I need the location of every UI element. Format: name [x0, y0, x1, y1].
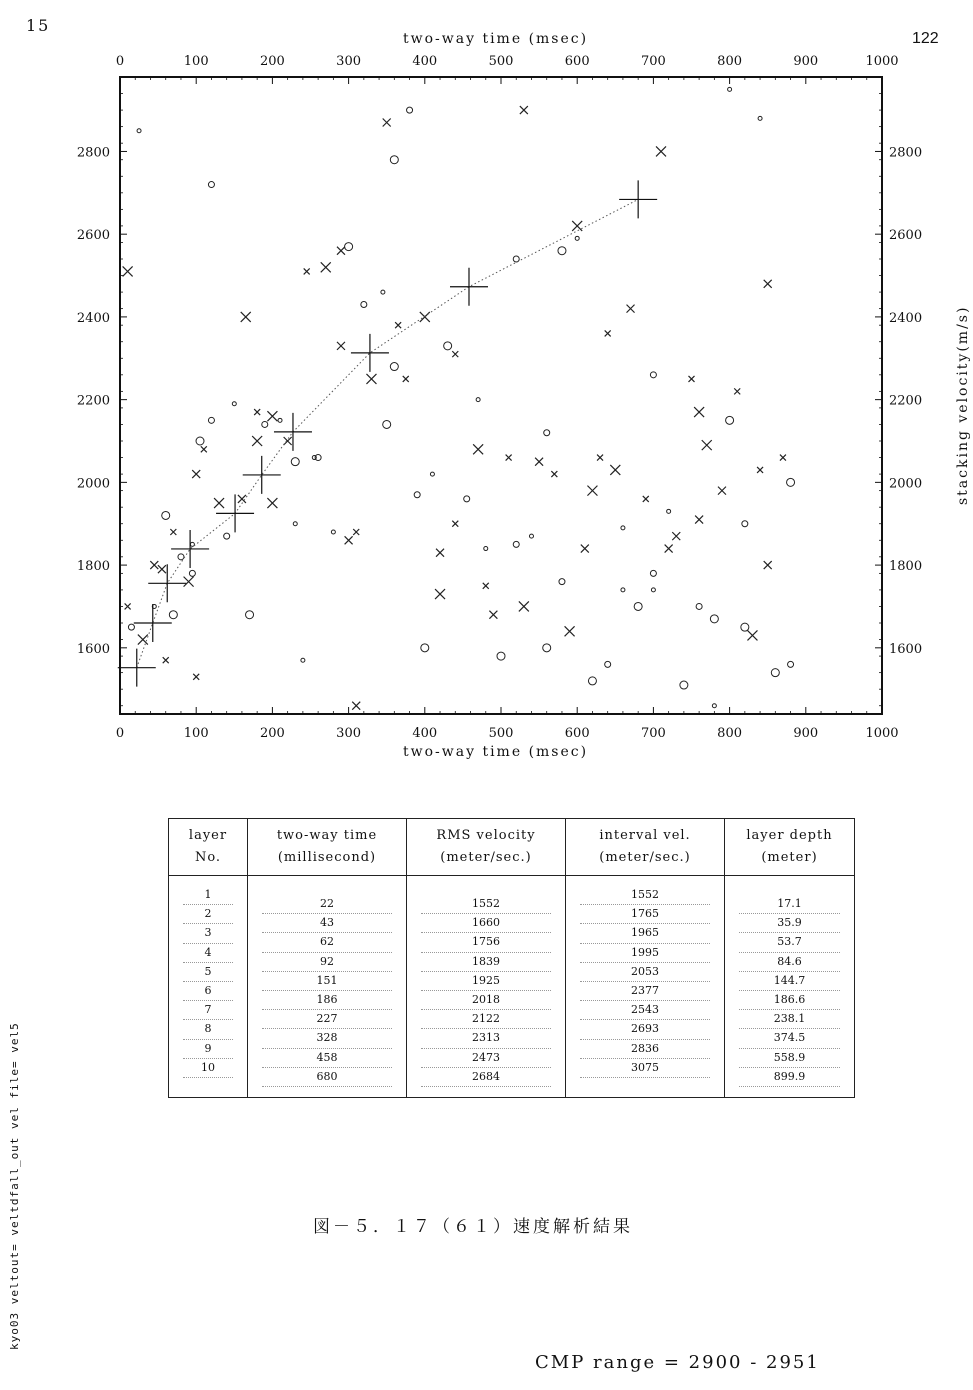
semblance-point-x: [193, 674, 199, 680]
velocity-pick-marker: [243, 456, 281, 494]
semblance-point-x: [506, 455, 512, 461]
semblance-point-x: [452, 351, 458, 357]
semblance-point-x: [483, 583, 489, 589]
table-cell-rms: 2313: [421, 1029, 551, 1048]
table-cell-time: 43: [262, 914, 392, 933]
table-cell-depth: 17.1: [739, 895, 840, 914]
semblance-point-o: [728, 87, 732, 91]
semblance-point-x: [192, 470, 200, 478]
semblance-point-o: [476, 398, 480, 402]
y-tick-label: 2400: [889, 310, 923, 326]
semblance-point-x: [764, 280, 772, 288]
semblance-point-o: [137, 129, 141, 133]
semblance-point-x: [535, 458, 543, 466]
page-number-right: 122: [912, 30, 939, 47]
semblance-point-o: [208, 417, 214, 423]
x-tick-label: 200: [259, 726, 285, 741]
y-tick-label: 1800: [76, 559, 110, 575]
semblance-point-x: [435, 589, 445, 599]
semblance-point-x: [366, 374, 376, 384]
semblance-point-o: [312, 456, 316, 460]
semblance-point-o: [667, 509, 671, 513]
semblance-point-o: [621, 588, 625, 592]
semblance-point-x: [337, 247, 345, 255]
semblance-point-o: [169, 611, 177, 619]
semblance-point-x: [138, 635, 148, 645]
velocity-results-table: [168, 818, 855, 1098]
semblance-point-o: [301, 658, 305, 662]
semblance-point-o: [605, 661, 611, 667]
y-tick-label: 1600: [76, 641, 110, 657]
column-layer-depth: [725, 886, 854, 1087]
y-tick-label: 1800: [889, 559, 923, 575]
semblance-point-o: [190, 542, 194, 546]
semblance-point-o: [497, 652, 505, 660]
x-tick-label: 0: [115, 726, 125, 741]
semblance-point-x: [551, 471, 557, 477]
semblance-point-x: [345, 536, 353, 544]
table-cell-interval: 2836: [580, 1040, 710, 1059]
semblance-point-x: [780, 455, 786, 461]
semblance-point-o: [390, 363, 398, 371]
table-cell-interval: 3075: [580, 1059, 710, 1078]
semblance-point-x: [352, 702, 360, 710]
table-cell-rms: 2018: [421, 991, 551, 1010]
semblance-point-x: [702, 440, 712, 450]
semblance-point-x: [170, 529, 176, 535]
semblance-point-o: [208, 182, 214, 188]
semblance-point-o: [414, 492, 420, 498]
semblance-point-o: [742, 521, 748, 527]
semblance-point-o: [575, 236, 579, 240]
x-tick-label: 1000: [865, 726, 899, 741]
semblance-point-x: [597, 455, 603, 461]
semblance-point-o: [331, 530, 335, 534]
semblance-point-o: [696, 603, 702, 609]
table-cell-time: 62: [262, 933, 392, 952]
semblance-point-x: [734, 388, 740, 394]
table-cell-layer: 5: [183, 963, 233, 982]
x-tick-label: 400: [412, 726, 438, 741]
x-tick-label: 400: [412, 54, 438, 69]
semblance-point-x: [284, 437, 292, 445]
semblance-point-o: [634, 602, 642, 610]
semblance-point-o: [680, 681, 688, 689]
semblance-point-x: [452, 521, 458, 527]
x-tick-label: 800: [717, 54, 743, 69]
x-tick-label: 300: [336, 726, 362, 741]
semblance-point-x: [436, 549, 444, 557]
semblance-point-o: [189, 570, 195, 576]
table-cell-interval: 2543: [580, 1001, 710, 1020]
semblance-point-o: [444, 342, 452, 350]
table-cell-rms: 2122: [421, 1010, 551, 1029]
table-cell-layer: 9: [183, 1040, 233, 1059]
column-layer-no: [169, 886, 247, 1078]
semblance-point-o: [621, 526, 625, 530]
semblance-point-x: [267, 498, 277, 508]
x-tick-label: 700: [640, 54, 666, 69]
semblance-point-x: [643, 496, 649, 502]
semblance-point-x: [757, 467, 763, 473]
table-cell-layer: 6: [183, 982, 233, 1001]
x-tick-label: 800: [717, 726, 743, 741]
semblance-point-x: [353, 529, 359, 535]
table-cell-time: 186: [262, 991, 392, 1010]
semblance-point-o: [529, 534, 533, 538]
table-body-row: [169, 876, 855, 1098]
x-tick-label: 500: [488, 726, 514, 741]
x-axis-title-top: two-way time (msec): [403, 31, 589, 47]
semblance-point-o: [726, 416, 734, 424]
semblance-point-o: [771, 669, 779, 677]
table-cell-depth: 144.7: [739, 972, 840, 991]
x-tick-label: 600: [564, 726, 590, 741]
y-tick-label: 2200: [889, 393, 923, 409]
table-cell-depth: 186.6: [739, 991, 840, 1010]
table-cell-time: 458: [262, 1049, 392, 1068]
header-rms-velocity: RMS velocity (meter/sec.): [407, 819, 566, 876]
semblance-point-o: [178, 554, 184, 560]
semblance-point-x: [581, 545, 589, 553]
semblance-point-x: [519, 601, 529, 611]
semblance-point-x: [383, 119, 391, 127]
semblance-point-x: [718, 487, 726, 495]
semblance-point-x: [337, 342, 345, 350]
semblance-point-o: [421, 644, 429, 652]
semblance-point-x: [125, 603, 131, 609]
x-tick-label: 300: [336, 54, 362, 69]
table-cell-layer: 3: [183, 924, 233, 943]
semblance-point-o: [345, 243, 353, 251]
table-cell-layer: 7: [183, 1001, 233, 1020]
semblance-point-o: [741, 623, 749, 631]
semblance-point-x: [214, 498, 224, 508]
semblance-point-o: [464, 496, 470, 502]
semblance-point-o: [278, 418, 282, 422]
semblance-point-x: [252, 436, 262, 446]
semblance-point-o: [544, 430, 550, 436]
figure-caption: 図－５．１７（６１）速度解析結果: [313, 1217, 633, 1237]
semblance-point-x: [267, 411, 277, 421]
y-tick-label: 2200: [76, 393, 110, 409]
semblance-point-o: [559, 579, 565, 585]
semblance-point-o: [650, 372, 656, 378]
table-cell-depth: 899.9: [739, 1068, 840, 1087]
semblance-point-x: [572, 221, 582, 231]
table-cell-rms: 1552: [421, 895, 551, 914]
table-cell-layer: 1: [183, 886, 233, 905]
semblance-point-x: [473, 444, 483, 454]
semblance-point-o: [712, 704, 716, 708]
semblance-point-o: [128, 624, 134, 630]
y-tick-label: 2000: [76, 476, 110, 492]
table-cell-layer: 10: [183, 1059, 233, 1078]
x-tick-label: 1000: [865, 54, 899, 69]
table-cell-rms: 1925: [421, 972, 551, 991]
semblance-point-o: [513, 541, 519, 547]
semblance-point-o: [262, 421, 268, 427]
table-cell-time: 22: [262, 895, 392, 914]
semblance-point-o: [293, 522, 297, 526]
table-cell-rms: 1839: [421, 953, 551, 972]
semblance-point-x: [747, 630, 757, 640]
table-cell-rms: 1660: [421, 914, 551, 933]
semblance-point-o: [224, 533, 230, 539]
y-tick-label: 2800: [76, 145, 110, 161]
velocity-pick-marker: [450, 268, 488, 306]
table-cell-layer: 8: [183, 1020, 233, 1039]
semblance-point-x: [150, 561, 158, 569]
y-tick-label: 2400: [76, 310, 110, 326]
semblance-point-x: [627, 305, 635, 313]
semblance-point-x: [695, 516, 703, 524]
semblance-point-o: [788, 661, 794, 667]
column-two-way-time: [248, 886, 406, 1087]
cmp-range: CMP range = 2900 - 2951: [535, 1352, 820, 1373]
x-tick-label: 700: [640, 726, 666, 741]
y-tick-label: 2600: [76, 228, 110, 244]
semblance-point-o: [383, 420, 391, 428]
semblance-point-o: [710, 615, 718, 623]
semblance-point-x: [241, 312, 251, 322]
semblance-point-x: [587, 486, 597, 496]
semblance-point-o: [558, 247, 566, 255]
table-cell-depth: 238.1: [739, 1010, 840, 1029]
semblance-point-x: [764, 561, 772, 569]
x-tick-label: 200: [259, 54, 285, 69]
velocity-pick-marker: [351, 334, 389, 372]
semblance-point-o: [381, 290, 385, 294]
semblance-point-o: [651, 588, 655, 592]
x-tick-label: 600: [564, 54, 590, 69]
y-tick-label: 1600: [889, 641, 923, 657]
semblance-point-o: [430, 472, 434, 476]
page-number-left: 15: [26, 16, 51, 35]
semblance-point-x: [201, 446, 207, 452]
x-tick-label: 900: [793, 726, 819, 741]
x-tick-label: 900: [793, 54, 819, 69]
semblance-point-x: [304, 268, 310, 274]
y-tick-label: 2600: [889, 228, 923, 244]
table-cell-time: 92: [262, 953, 392, 972]
table-cell-time: 227: [262, 1010, 392, 1029]
velocity-pick-marker: [118, 649, 156, 687]
plot-frame: [120, 77, 882, 714]
table-cell-interval: 2053: [580, 963, 710, 982]
table-cell-depth: 374.5: [739, 1029, 840, 1048]
table-cell-depth: 53.7: [739, 933, 840, 952]
table-cell-layer: 4: [183, 944, 233, 963]
table-cell-interval: 1765: [580, 905, 710, 924]
table-cell-time: 151: [262, 972, 392, 991]
semblance-point-x: [694, 407, 704, 417]
semblance-point-x: [565, 626, 575, 636]
semblance-point-o: [390, 156, 398, 164]
x-tick-label: 0: [115, 54, 125, 69]
table-cell-time: 328: [262, 1029, 392, 1048]
table-cell-interval: 1552: [580, 886, 710, 905]
semblance-point-x: [672, 532, 680, 540]
semblance-point-x: [605, 330, 611, 336]
semblance-point-o: [232, 402, 236, 406]
velocity-pick-marker: [148, 564, 186, 602]
semblance-point-x: [163, 657, 169, 663]
header-two-way-time: two-way time (millisecond): [248, 819, 407, 876]
velocity-profile-line: [137, 199, 638, 667]
semblance-point-x: [184, 577, 194, 587]
table-cell-rms: 1756: [421, 933, 551, 952]
column-rms-velocity: [407, 886, 565, 1087]
semblance-point-o: [758, 116, 762, 120]
semblance-point-x: [665, 545, 673, 553]
x-axis-title-bottom: two-way time (msec): [403, 744, 589, 760]
header-layer-depth: layer depth (meter): [725, 819, 855, 876]
semblance-point-o: [361, 302, 367, 308]
y-tick-label: 2000: [889, 476, 923, 492]
column-interval-vel: [566, 886, 724, 1078]
semblance-point-o: [650, 570, 656, 576]
table-header-row: [169, 819, 855, 876]
semblance-point-o: [588, 677, 596, 685]
semblance-point-x: [254, 409, 260, 415]
table-cell-layer: 2: [183, 905, 233, 924]
semblance-point-o: [291, 458, 299, 466]
semblance-point-x: [395, 322, 401, 328]
semblance-point-x: [689, 376, 695, 382]
semblance-point-o: [246, 611, 254, 619]
table-cell-time: 680: [262, 1068, 392, 1087]
semblance-point-x: [610, 465, 620, 475]
table-cell-depth: 558.9: [739, 1049, 840, 1068]
velocity-pick-marker: [619, 180, 657, 218]
semblance-point-o: [484, 547, 488, 551]
semblance-point-x: [321, 262, 331, 272]
table-cell-rms: 2473: [421, 1049, 551, 1068]
x-tick-label: 500: [488, 54, 514, 69]
semblance-point-x: [238, 495, 246, 503]
x-tick-label: 100: [183, 54, 209, 69]
header-interval-vel: interval vel. (meter/sec.): [566, 819, 725, 876]
table-cell-interval: 1965: [580, 924, 710, 943]
table-cell-depth: 84.6: [739, 953, 840, 972]
header-layer: layer No.: [169, 819, 248, 876]
semblance-point-x: [158, 565, 166, 573]
semblance-point-x: [403, 376, 409, 382]
velocity-pick-marker: [171, 530, 209, 568]
semblance-point-o: [162, 511, 170, 519]
semblance-point-o: [543, 644, 551, 652]
semblance-point-o: [196, 437, 204, 445]
semblance-point-x: [489, 611, 497, 619]
table-cell-interval: 2377: [580, 982, 710, 1001]
semblance-point-x: [656, 146, 666, 156]
semblance-point-o: [787, 478, 795, 486]
table-cell-interval: 2693: [580, 1020, 710, 1039]
side-file-label: kyo03 veltout= veltdfall_out vel file= vel5: [8, 1022, 21, 1350]
y-tick-label: 2800: [889, 145, 923, 161]
table-cell-rms: 2684: [421, 1068, 551, 1087]
table-cell-interval: 1995: [580, 944, 710, 963]
x-tick-label: 100: [183, 726, 209, 741]
semblance-point-x: [123, 266, 133, 276]
y-axis-title: stacking velocity(m/s): [955, 305, 971, 505]
semblance-point-o: [407, 107, 413, 113]
table-cell-depth: 35.9: [739, 914, 840, 933]
semblance-point-x: [520, 106, 528, 114]
